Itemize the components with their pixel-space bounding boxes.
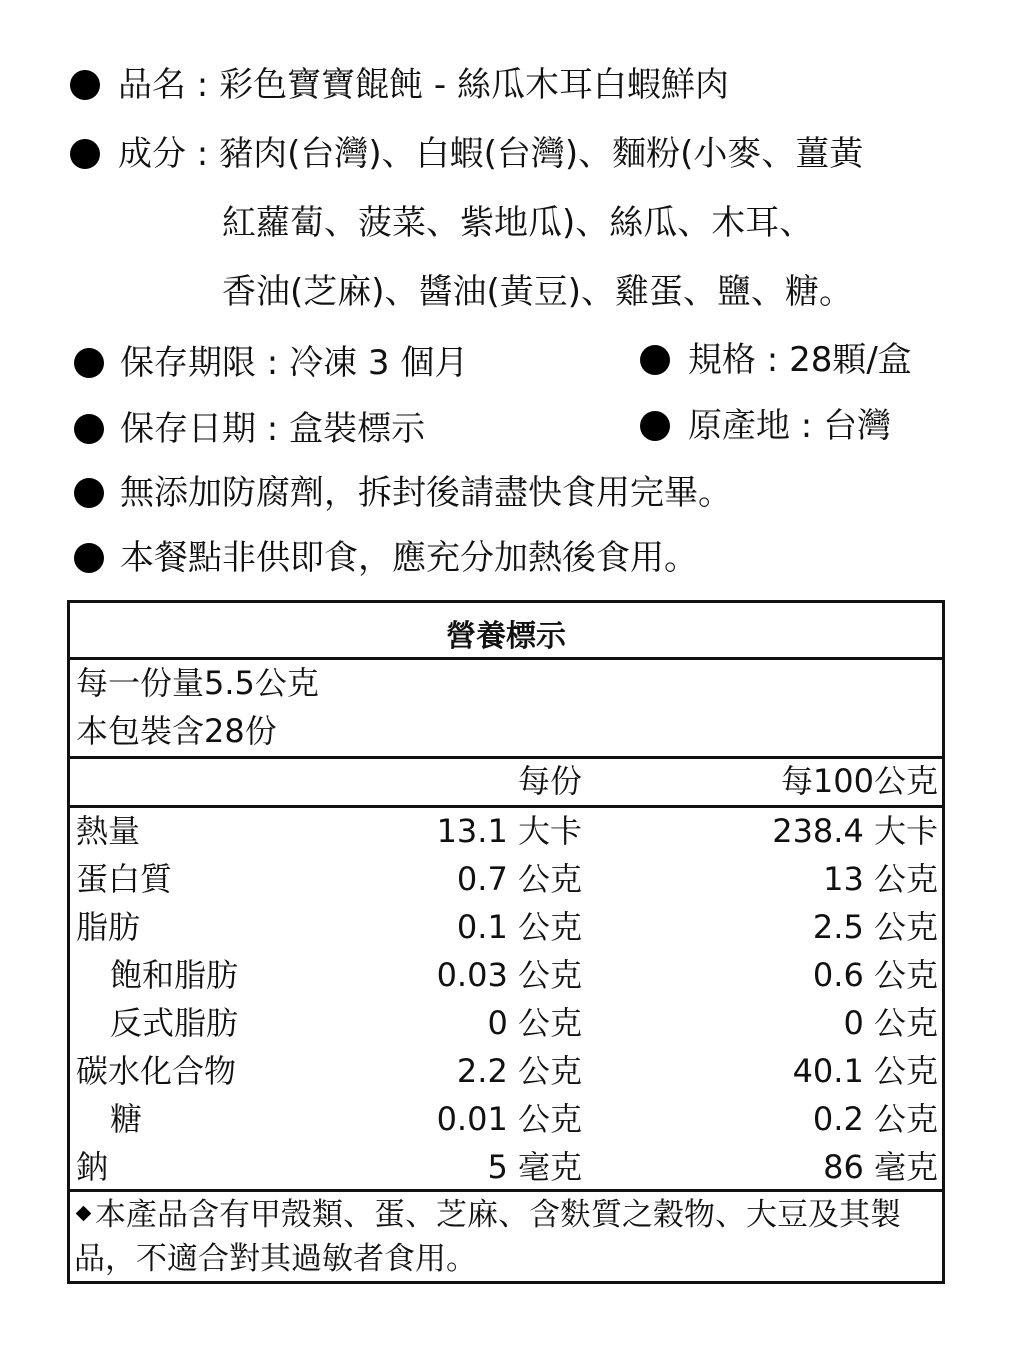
per-serving-value: 0 公克 [487,1004,582,1042]
nutrition-title: 營養標示 [446,619,566,654]
spec: 規格 : 28顆/盒 [688,340,912,380]
per-100g-value: 0.6 公克 [812,956,938,994]
per-100g-value: 0.2 公克 [812,1100,938,1138]
bullet-icon [640,345,670,375]
bullet-icon [74,414,104,444]
row-name: 鈉 [76,1148,109,1186]
per-100g-value: 13 公克 [823,860,938,898]
divider [70,805,942,808]
per-serving-value: 0.1 公克 [456,908,582,946]
row-name: 熱量 [76,812,141,850]
storage-date: 保存日期 : 盒裝標示 [120,409,426,449]
allergen-footnote [74,1193,934,1281]
divider [70,657,942,660]
allergen-text: 本產品含有甲殼類、蛋、芝麻、含麩質之穀物、大豆及其製品，不適合對其過敏者食用。 [74,1197,901,1277]
nutrition-table [67,600,945,1284]
shelf-life: 保存期限 : 冷凍 3 個月 [120,343,469,383]
divider [70,756,942,759]
serving-size: 每一份量5.5公克 [76,664,319,702]
bullet-icon [70,139,100,169]
row-name: 碳水化合物 [76,1052,237,1090]
ingredients-line-1: 成分 : 豬肉(台灣)、白蝦(台灣)、麵粉(小麥、薑黃 [118,134,864,174]
bullet-icon [74,543,104,573]
row-name: 反式脂肪 [110,1004,239,1042]
row-name: 脂肪 [76,908,141,946]
per-serving-value: 5 毫克 [487,1148,582,1186]
row-name: 糖 [110,1100,143,1138]
row-name: 蛋白質 [76,860,173,898]
ingredients-line-3: 香油(芝麻)、醬油(黃豆)、雞蛋、鹽、糖。 [222,272,854,312]
diamond-icon [76,1206,92,1222]
per-100g-value: 86 毫克 [823,1148,938,1186]
no-additives: 無添加防腐劑，拆封後請盡快食用完畢。 [120,473,732,513]
bullet-icon [70,70,100,100]
per-serving-value: 0.01 公克 [436,1100,582,1138]
bullet-icon [74,348,104,378]
divider [70,1189,942,1192]
col-header-per-100g: 每100公克 [780,762,938,800]
ingredients-line-2: 紅蘿蔔、菠菜、紫地瓜)、絲瓜、木耳、 [222,203,814,243]
bullet-icon [640,411,670,441]
product-name: 品名 : 彩色寶寶餛飩 - 絲瓜木耳白蝦鮮肉 [118,65,729,105]
col-header-per-serving: 每份 [517,762,582,800]
row-name: 飽和脂肪 [110,956,239,994]
per-serving-value: 0.7 公克 [456,860,582,898]
per-serving-value: 13.1 大卡 [436,812,582,850]
bullet-icon [74,478,104,508]
per-serving-value: 2.2 公克 [456,1052,582,1090]
per-100g-value: 0 公克 [843,1004,938,1042]
per-100g-value: 40.1 公克 [792,1052,938,1090]
servings-per-package: 本包裝含28份 [76,712,277,750]
per-100g-value: 238.4 大卡 [772,812,938,850]
per-100g-value: 2.5 公克 [812,908,938,946]
not-ready-to-eat: 本餐點非供即食，應充分加熱後食用。 [120,538,698,578]
origin: 原產地 : 台灣 [688,406,892,446]
per-serving-value: 0.03 公克 [436,956,582,994]
